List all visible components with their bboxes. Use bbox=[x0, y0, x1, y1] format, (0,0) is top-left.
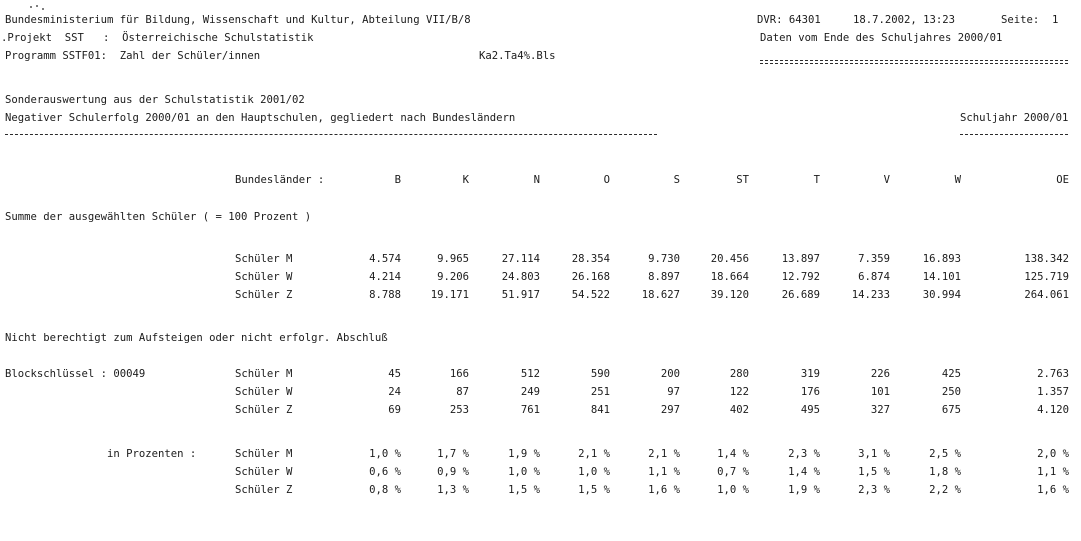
row-label: Schüler M bbox=[235, 448, 293, 460]
row-label: Schüler Z bbox=[235, 404, 293, 416]
table-cell: 18.664 bbox=[710, 271, 749, 283]
table-cell: 2.763 bbox=[1037, 368, 1069, 380]
table-cell: 2,0 % bbox=[1037, 448, 1069, 460]
table-cell: 1,3 % bbox=[437, 484, 469, 496]
table-cell: 1,9 % bbox=[508, 448, 540, 460]
table-cell: 19.171 bbox=[430, 289, 469, 301]
table-cell: 2,5 % bbox=[929, 448, 961, 460]
ministry-line: Bundesministerium für Bildung, Wissenschaft und Kultur, Abteilung VII/B/8 bbox=[5, 14, 471, 26]
column-header-v: V bbox=[883, 174, 890, 186]
column-header-oe: OE bbox=[1056, 174, 1069, 186]
table-cell: 675 bbox=[941, 404, 961, 416]
table-cell: 761 bbox=[520, 404, 540, 416]
table-cell: 512 bbox=[520, 368, 540, 380]
row-label: Schüler M bbox=[235, 368, 293, 380]
section-total-title: Summe der ausgewählten Schüler ( = 100 Prozent ) bbox=[5, 211, 312, 223]
table-cell: 319 bbox=[800, 368, 820, 380]
section-negative-title: Nicht berechtigt zum Aufsteigen oder nicht erfolgr. Abschluß bbox=[5, 332, 388, 344]
table-cell: 1,7 % bbox=[437, 448, 469, 460]
table-cell: 125.719 bbox=[1024, 271, 1069, 283]
table-cell: 14.233 bbox=[851, 289, 890, 301]
table-cell: 138.342 bbox=[1024, 253, 1069, 265]
file-name: Ka2.Ta4%.Bls bbox=[479, 50, 556, 62]
table-cell: 4.214 bbox=[369, 271, 401, 283]
column-header-b: B bbox=[394, 174, 401, 186]
table-cell: 16.893 bbox=[922, 253, 961, 265]
table-cell: 1,5 % bbox=[578, 484, 610, 496]
row-label: Schüler Z bbox=[235, 484, 293, 496]
table-cell: 297 bbox=[660, 404, 680, 416]
table-cell: 166 bbox=[449, 368, 469, 380]
table-cell: 1,4 % bbox=[717, 448, 749, 460]
scan-speck bbox=[42, 8, 44, 10]
page-number: Seite: 1 bbox=[1001, 14, 1059, 26]
table-cell: 253 bbox=[449, 404, 469, 416]
table-cell: 69 bbox=[388, 404, 401, 416]
row-label: Schüler W bbox=[235, 271, 293, 283]
table-cell: 327 bbox=[870, 404, 890, 416]
row-label: Schüler M bbox=[235, 253, 293, 265]
school-year: Schuljahr 2000/01 bbox=[960, 112, 1069, 124]
table-cell: 8.788 bbox=[369, 289, 401, 301]
table-cell: 495 bbox=[800, 404, 820, 416]
column-header-n: N bbox=[533, 174, 540, 186]
table-cell: 1,1 % bbox=[1037, 466, 1069, 478]
table-cell: 176 bbox=[800, 386, 820, 398]
schoolyear-rule bbox=[960, 134, 1068, 135]
table-cell: 425 bbox=[941, 368, 961, 380]
column-header-st: ST bbox=[736, 174, 749, 186]
table-cell: 1,0 % bbox=[508, 466, 540, 478]
column-header-label: Bundesländer : bbox=[235, 174, 325, 186]
table-cell: 226 bbox=[870, 368, 890, 380]
table-cell: 20.456 bbox=[710, 253, 749, 265]
table-cell: 6.874 bbox=[858, 271, 890, 283]
table-cell: 0,6 % bbox=[369, 466, 401, 478]
table-cell: 26.689 bbox=[781, 289, 820, 301]
table-cell: 9.965 bbox=[437, 253, 469, 265]
table-cell: 24.803 bbox=[501, 271, 540, 283]
table-cell: 3,1 % bbox=[858, 448, 890, 460]
table-cell: 1,0 % bbox=[369, 448, 401, 460]
table-cell: 30.994 bbox=[922, 289, 961, 301]
table-cell: 13.897 bbox=[781, 253, 820, 265]
table-cell: 1,6 % bbox=[648, 484, 680, 496]
report-title: Sonderauswertung aus der Schulstatistik 2001/02 bbox=[5, 94, 305, 106]
table-cell: 9.206 bbox=[437, 271, 469, 283]
row-label: Schüler W bbox=[235, 466, 293, 478]
table-cell: 27.114 bbox=[501, 253, 540, 265]
table-cell: 264.061 bbox=[1024, 289, 1069, 301]
row-label: Schüler W bbox=[235, 386, 293, 398]
table-cell: 18.627 bbox=[641, 289, 680, 301]
column-header-s: S bbox=[673, 174, 680, 186]
scan-speck bbox=[36, 5, 38, 7]
table-cell: 1,8 % bbox=[929, 466, 961, 478]
table-cell: 1.357 bbox=[1037, 386, 1069, 398]
table-cell: 2,1 % bbox=[648, 448, 680, 460]
table-cell: 1,9 % bbox=[788, 484, 820, 496]
report-subtitle: Negativer Schulerfolg 2000/01 an den Hauptschulen, gegliedert nach Bundesländern bbox=[5, 112, 516, 124]
table-cell: 97 bbox=[667, 386, 680, 398]
column-header-o: O bbox=[603, 174, 610, 186]
table-cell: 1,5 % bbox=[858, 466, 890, 478]
table-cell: 2,2 % bbox=[929, 484, 961, 496]
table-cell: 2,3 % bbox=[788, 448, 820, 460]
percent-label: in Prozenten : bbox=[107, 448, 197, 460]
table-cell: 280 bbox=[729, 368, 749, 380]
table-cell: 251 bbox=[590, 386, 610, 398]
title-rule bbox=[5, 134, 657, 135]
column-header-w: W bbox=[954, 174, 961, 186]
table-cell: 51.917 bbox=[501, 289, 540, 301]
table-cell: 12.792 bbox=[781, 271, 820, 283]
row-label: Schüler Z bbox=[235, 289, 293, 301]
table-cell: 590 bbox=[590, 368, 610, 380]
table-cell: 4.120 bbox=[1037, 404, 1069, 416]
print-datetime: 18.7.2002, 13:23 bbox=[853, 14, 956, 26]
column-header-k: K bbox=[462, 174, 469, 186]
table-cell: 4.574 bbox=[369, 253, 401, 265]
table-cell: 2,3 % bbox=[858, 484, 890, 496]
table-cell: 0,9 % bbox=[437, 466, 469, 478]
table-cell: 9.730 bbox=[648, 253, 680, 265]
table-cell: 87 bbox=[456, 386, 469, 398]
table-cell: 1,0 % bbox=[717, 484, 749, 496]
table-cell: 0,7 % bbox=[717, 466, 749, 478]
table-cell: 249 bbox=[520, 386, 540, 398]
header-rule bbox=[760, 60, 1068, 64]
table-cell: 8.897 bbox=[648, 271, 680, 283]
table-cell: 1,0 % bbox=[578, 466, 610, 478]
table-cell: 26.168 bbox=[571, 271, 610, 283]
table-cell: 14.101 bbox=[922, 271, 961, 283]
table-cell: 1,1 % bbox=[648, 466, 680, 478]
data-basis: Daten vom Ende des Schuljahres 2000/01 bbox=[760, 32, 1003, 44]
table-cell: 841 bbox=[590, 404, 610, 416]
table-cell: 1,4 % bbox=[788, 466, 820, 478]
table-cell: 101 bbox=[870, 386, 890, 398]
table-cell: 402 bbox=[729, 404, 749, 416]
table-cell: 54.522 bbox=[571, 289, 610, 301]
dvr-number: DVR: 64301 bbox=[757, 14, 821, 26]
block-key: Blockschlüssel : 00049 bbox=[5, 368, 146, 380]
program-line: Programm SSTF01: Zahl der Schüler/innen bbox=[5, 50, 261, 62]
table-cell: 24 bbox=[388, 386, 401, 398]
table-cell: 0,8 % bbox=[369, 484, 401, 496]
column-header-t: T bbox=[813, 174, 820, 186]
scan-speck bbox=[30, 6, 32, 8]
table-cell: 39.120 bbox=[710, 289, 749, 301]
table-cell: 1,5 % bbox=[508, 484, 540, 496]
table-cell: 200 bbox=[660, 368, 680, 380]
table-cell: 1,6 % bbox=[1037, 484, 1069, 496]
table-cell: 7.359 bbox=[858, 253, 890, 265]
project-line: .Projekt SST : Österreichische Schulstatistik bbox=[1, 32, 314, 44]
table-cell: 2,1 % bbox=[578, 448, 610, 460]
table-cell: 122 bbox=[729, 386, 749, 398]
table-cell: 45 bbox=[388, 368, 401, 380]
table-cell: 250 bbox=[941, 386, 961, 398]
table-cell: 28.354 bbox=[571, 253, 610, 265]
